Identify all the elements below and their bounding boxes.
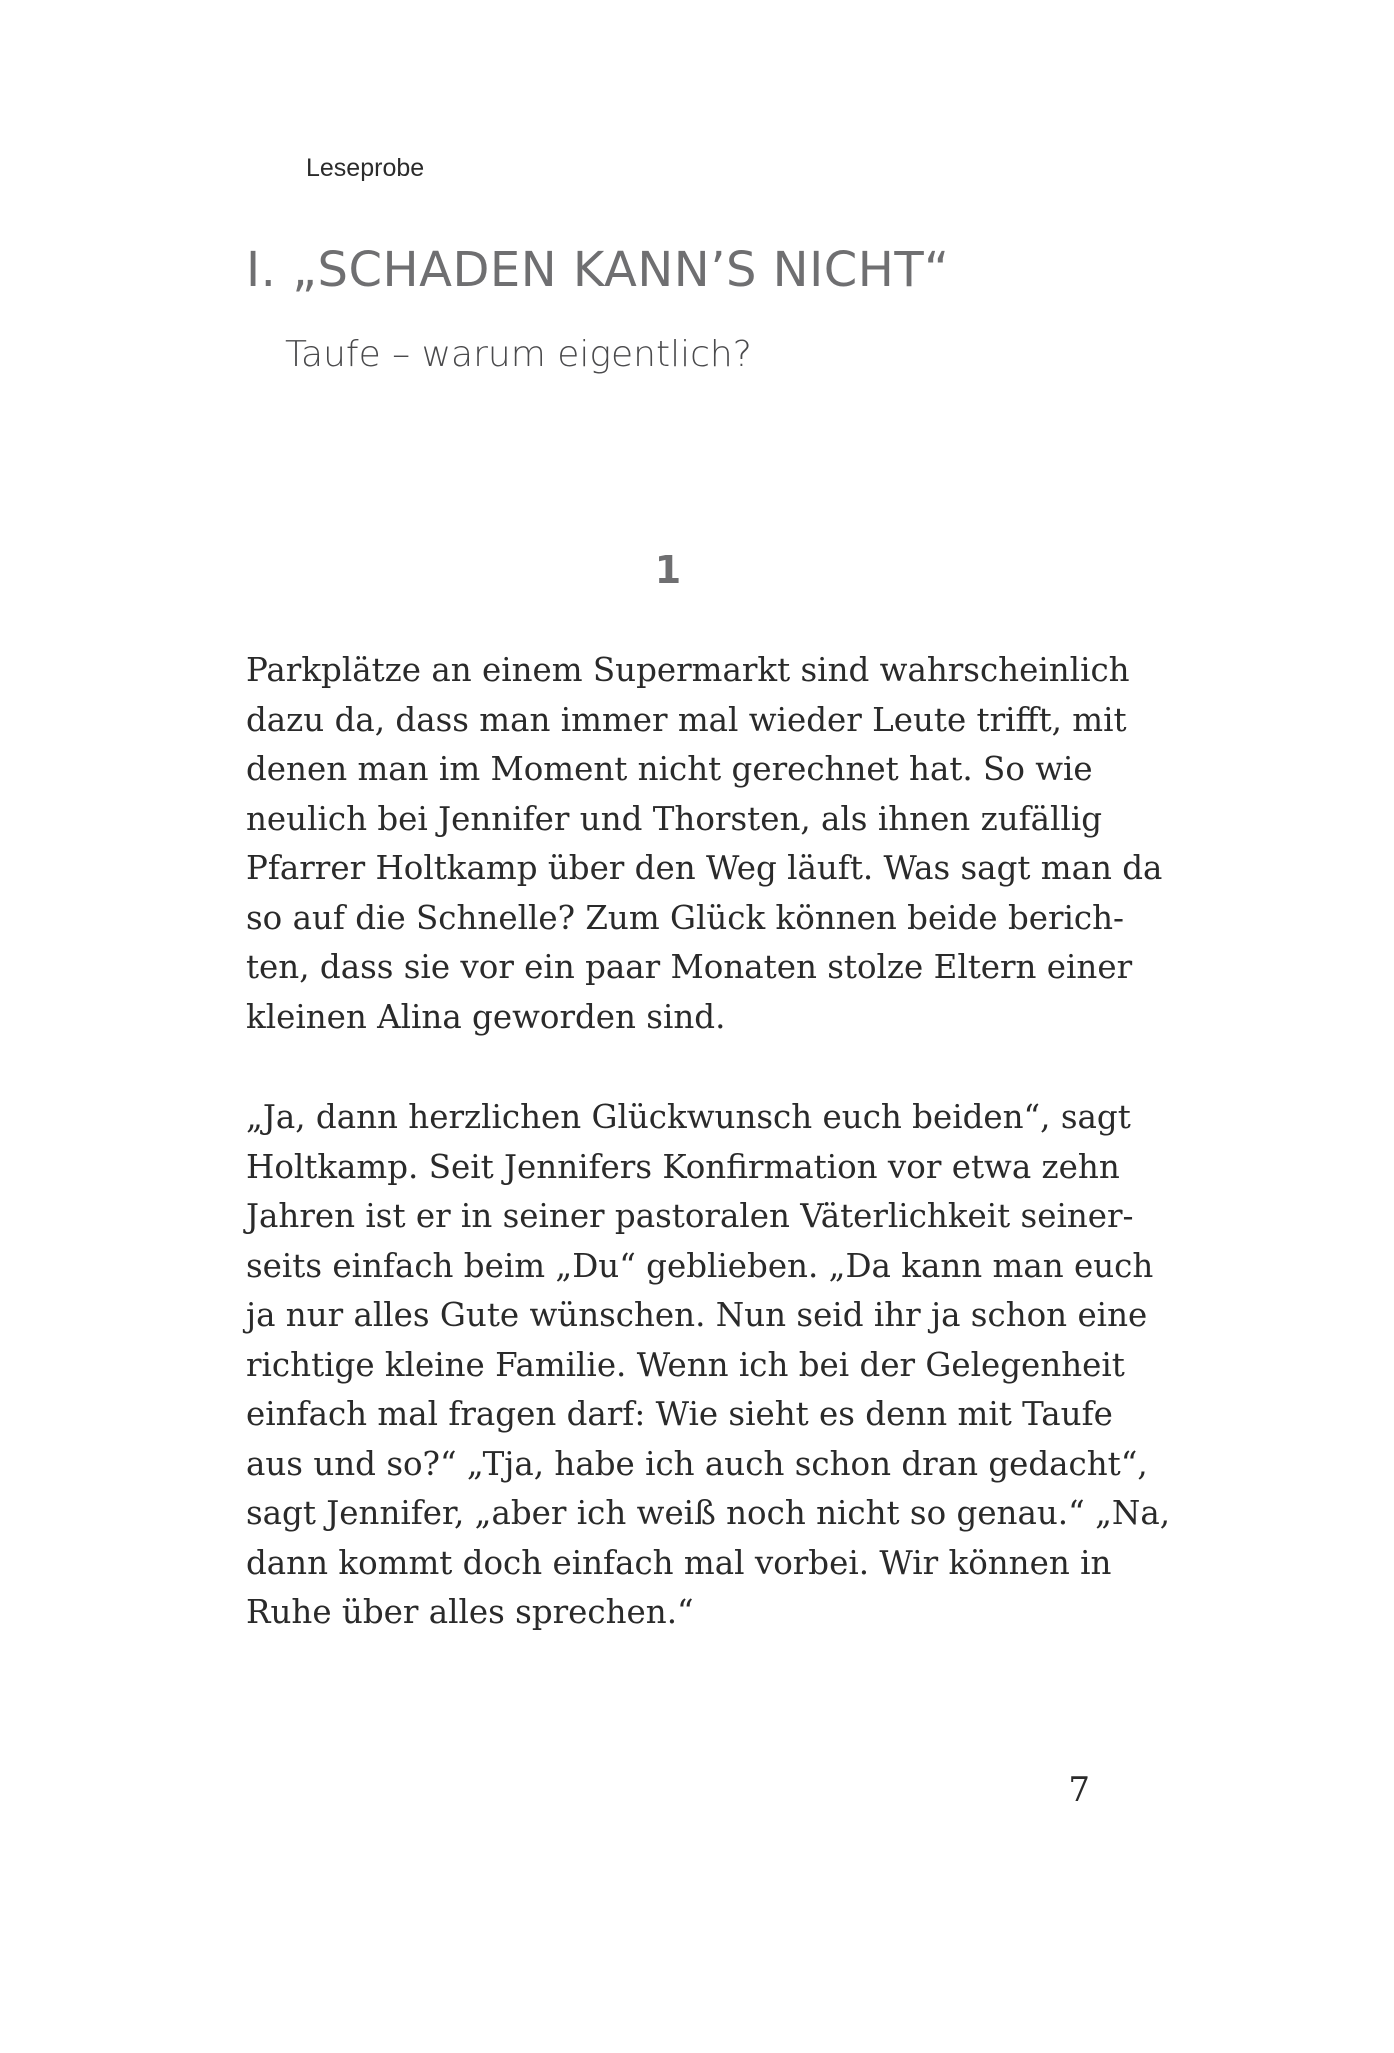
text-line: sagt Jennifer, „aber ich weiß noch nicht so genau.“ „Na, bbox=[246, 1494, 1171, 1532]
text-line: kleinen Alina geworden sind. bbox=[246, 997, 726, 1036]
paragraph-1 bbox=[246, 646, 1163, 1042]
text-line: denen man im Moment nicht gerechnet hat. So wie bbox=[246, 750, 1093, 788]
text-line: richtige kleine Familie. Wenn ich bei der Gelegenheit bbox=[246, 1345, 1125, 1384]
text-line: einfach mal fragen darf: Wie sieht es denn mit Taufe bbox=[246, 1395, 1113, 1433]
section-number: 1 bbox=[654, 548, 682, 592]
text-line: ja nur alles Gute wünschen. Nun seid ihr ja schon eine bbox=[246, 1296, 1148, 1334]
text-line: Holtkamp. Seit Jennifers Konfirmation vor etwa zehn bbox=[246, 1147, 1120, 1186]
chapter-title: I. „SCHADEN KANN’S NICHT“ bbox=[246, 242, 950, 298]
text-line: dazu da, dass man immer mal wieder Leute trifft, mit bbox=[246, 700, 1127, 739]
text-line: „Ja, dann herzlichen Glückwunsch euch beiden“, sagt bbox=[246, 1098, 1131, 1136]
text-line: Ruhe über alles sprechen.“ bbox=[246, 1593, 694, 1631]
text-line: Pfarrer Holtkamp über den Weg läuft. Was sagt man da bbox=[246, 849, 1163, 887]
text-line: dann kommt doch einfach mal vorbei. Wir können in bbox=[246, 1543, 1112, 1582]
text-line: Parkplätze an einem Supermarkt sind wahrscheinlich bbox=[246, 651, 1130, 689]
page-number: 7 bbox=[1068, 1770, 1090, 1810]
text-line: seits einfach beim „Du“ geblieben. „Da kann man euch bbox=[246, 1246, 1154, 1285]
text-line: Jahren ist er in seiner pastoralen Väterlichkeit seiner- bbox=[246, 1197, 1134, 1235]
chapter-subtitle: Taufe – warum eigentlich? bbox=[285, 334, 752, 375]
text-line: neulich bei Jennifer und Thorsten, als ihnen zufällig bbox=[246, 799, 1103, 838]
paragraph-2 bbox=[246, 1093, 1171, 1638]
text-line: so auf die Schnelle? Zum Glück können beide berich- bbox=[246, 898, 1125, 937]
page-header-label: Leseprobe bbox=[306, 154, 425, 182]
text-line: ten, dass sie vor ein paar Monaten stolze Eltern einer bbox=[246, 948, 1133, 986]
text-line: aus und so?“ „Tja, habe ich auch schon dran gedacht“, bbox=[246, 1444, 1148, 1483]
